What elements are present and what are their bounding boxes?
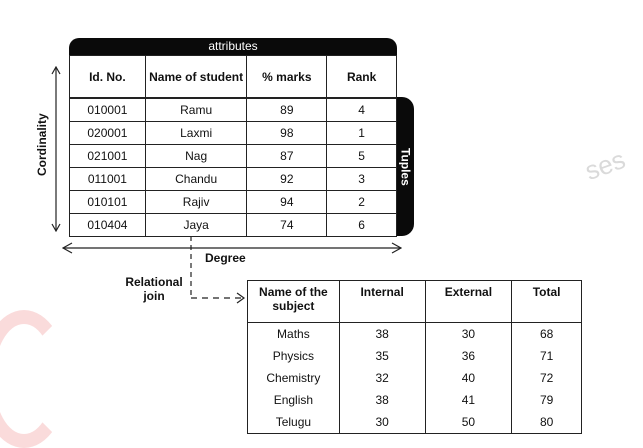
cell-external: 36	[425, 345, 512, 367]
watermark-logo-icon	[0, 310, 68, 448]
column-header-subject: Name of the subject	[248, 281, 340, 323]
cell-name: Rajiv	[145, 191, 247, 214]
cell-rank: 3	[327, 168, 397, 191]
cell-id: 021001	[70, 145, 146, 168]
table-row	[70, 98, 397, 122]
cell-total: 72	[512, 367, 582, 389]
cell-subject: Physics	[248, 345, 340, 367]
cell-external: 30	[425, 323, 512, 346]
cell-subject: Telugu	[248, 411, 340, 434]
degree-label: Degree	[205, 251, 246, 265]
relational-join-label-line1: Relational	[125, 275, 183, 289]
student-relation	[69, 38, 397, 237]
column-header-marks: % marks	[247, 56, 327, 99]
subject-table	[247, 280, 582, 434]
column-header-rank: Rank	[327, 56, 397, 99]
cell-id: 011001	[70, 168, 146, 191]
relational-join-label-line2: join	[143, 289, 165, 303]
cell-rank: 4	[327, 98, 397, 122]
table-row	[70, 122, 397, 145]
watermark-text: ses	[580, 144, 630, 187]
cell-id: 010404	[70, 214, 146, 237]
student-table	[69, 55, 397, 237]
attributes-banner: attributes	[69, 38, 397, 55]
cell-name: Jaya	[145, 214, 247, 237]
cell-marks: 87	[247, 145, 327, 168]
cell-marks: 94	[247, 191, 327, 214]
table-row	[248, 367, 582, 389]
table-row	[248, 411, 582, 434]
cell-total: 79	[512, 389, 582, 411]
cell-subject: Chemistry	[248, 367, 340, 389]
table-row	[248, 323, 582, 346]
column-header-external: External	[425, 281, 512, 323]
cell-internal: 32	[339, 367, 425, 389]
subject-relation	[247, 280, 582, 434]
table-row	[70, 191, 397, 214]
column-header-name: Name of student	[145, 56, 247, 99]
cell-name: Chandu	[145, 168, 247, 191]
tuples-label: Tuples	[398, 147, 413, 186]
cell-external: 50	[425, 411, 512, 434]
table-row	[248, 345, 582, 367]
cell-total: 80	[512, 411, 582, 434]
cell-internal: 38	[339, 323, 425, 346]
relational-join-label	[118, 275, 190, 303]
cell-marks: 92	[247, 168, 327, 191]
cardinality-arrow-icon	[51, 66, 61, 232]
cell-subject: Maths	[248, 323, 340, 346]
cell-name: Ramu	[145, 98, 247, 122]
cell-name: Laxmi	[145, 122, 247, 145]
cell-total: 71	[512, 345, 582, 367]
cell-rank: 1	[327, 122, 397, 145]
cell-rank: 6	[327, 214, 397, 237]
cell-internal: 35	[339, 345, 425, 367]
column-header-total: Total	[512, 281, 582, 323]
cardinality-label: Cordinality	[35, 113, 49, 177]
relational-join-connector-icon	[185, 236, 250, 306]
column-header-id: Id. No.	[70, 56, 146, 99]
header-row	[248, 281, 582, 323]
cell-total: 68	[512, 323, 582, 346]
table-row	[70, 145, 397, 168]
header-row	[70, 56, 397, 99]
cell-id: 010001	[70, 98, 146, 122]
cell-rank: 5	[327, 145, 397, 168]
cell-external: 40	[425, 367, 512, 389]
table-row	[70, 214, 397, 237]
cell-marks: 89	[247, 98, 327, 122]
cell-marks: 98	[247, 122, 327, 145]
cell-internal: 30	[339, 411, 425, 434]
cell-internal: 38	[339, 389, 425, 411]
cell-subject: English	[248, 389, 340, 411]
cell-marks: 74	[247, 214, 327, 237]
cell-name: Nag	[145, 145, 247, 168]
cell-id: 010101	[70, 191, 146, 214]
table-row	[248, 389, 582, 411]
cell-id: 020001	[70, 122, 146, 145]
cell-rank: 2	[327, 191, 397, 214]
column-header-internal: Internal	[339, 281, 425, 323]
table-row	[70, 168, 397, 191]
cell-external: 41	[425, 389, 512, 411]
